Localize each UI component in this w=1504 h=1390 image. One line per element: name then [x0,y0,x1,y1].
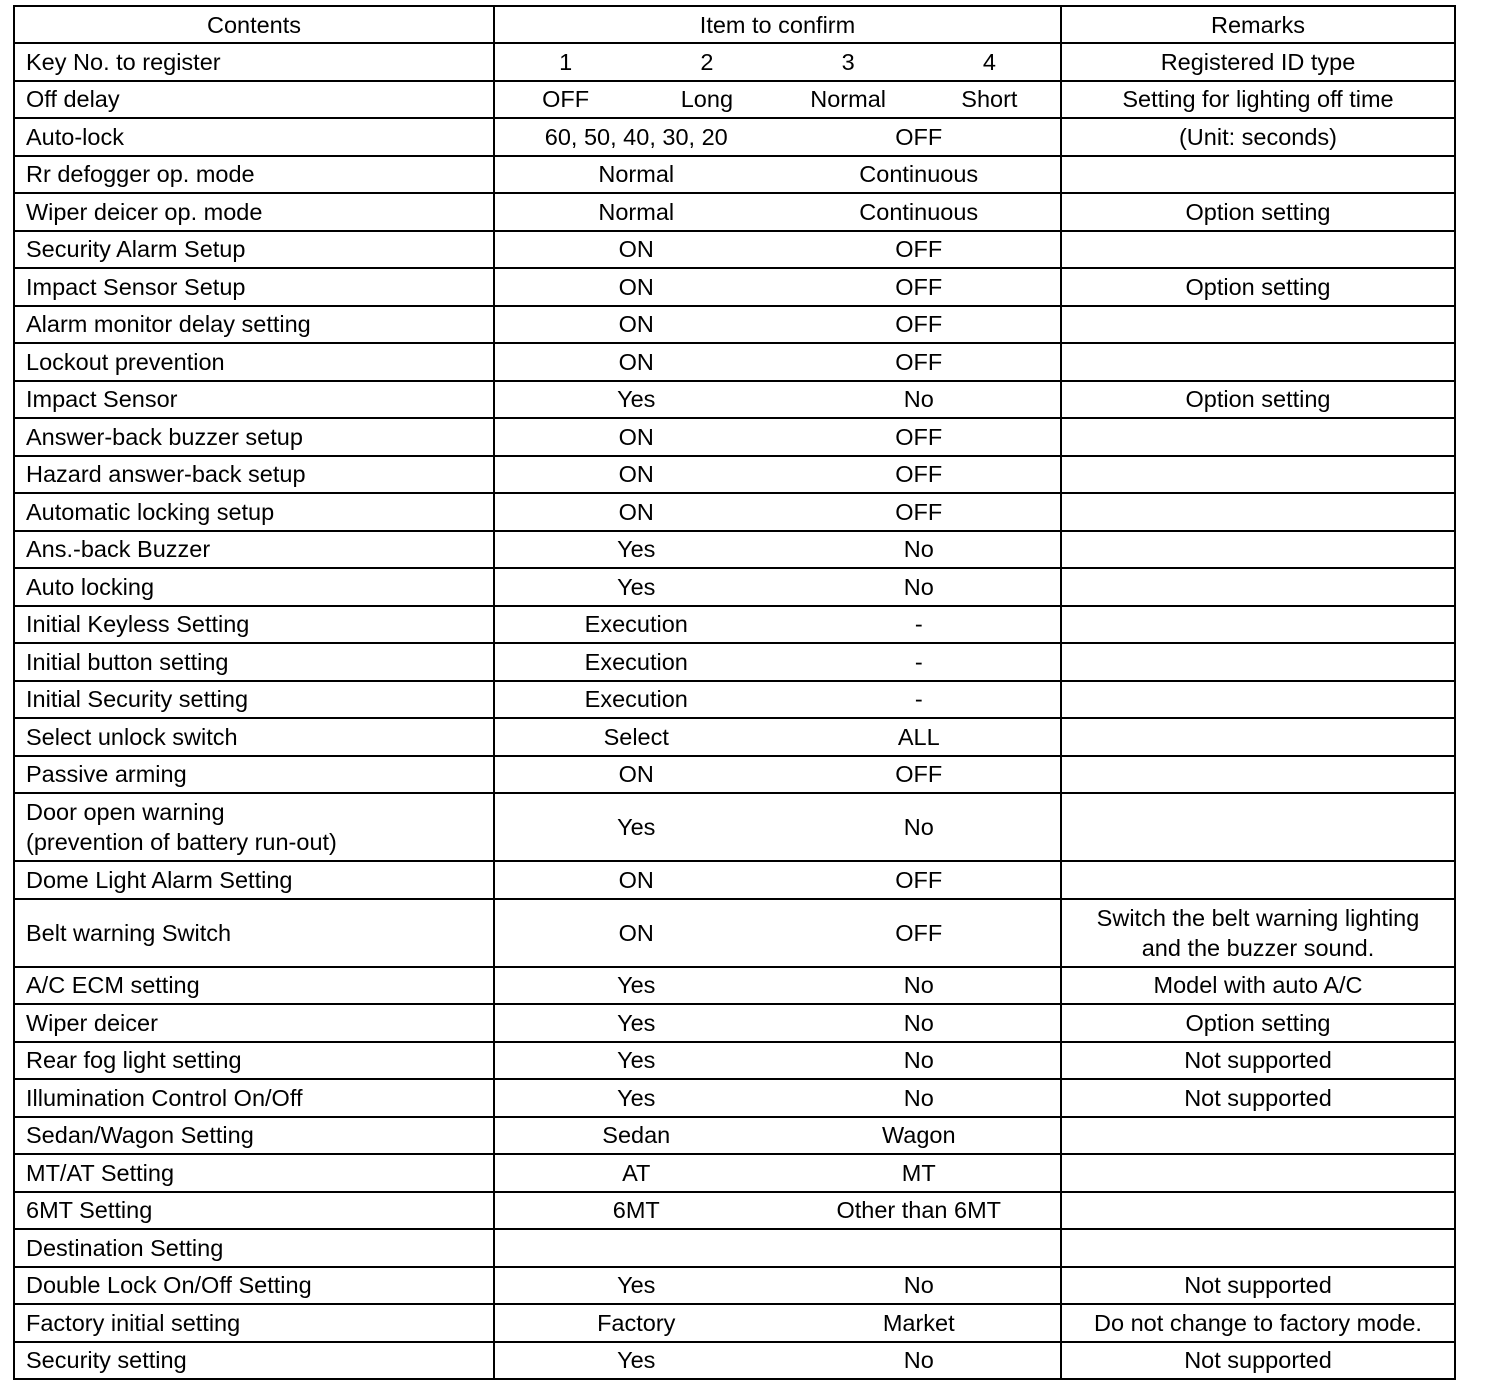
table-row [14,1042,1455,1080]
setting-name-line: Key No. to register [26,48,221,75]
header-item-to-confirm: Item to confirm [494,6,1061,43]
setting-values [494,793,1061,861]
setting-value: Yes [617,1009,656,1036]
setting-remark [1061,81,1455,119]
table-row [14,1192,1455,1230]
setting-remark [1061,118,1455,156]
value-group [495,234,1060,264]
setting-value: Yes [617,536,656,563]
setting-remark [1061,1154,1455,1192]
setting-remark [1061,1117,1455,1155]
settings-table [13,5,1456,1380]
setting-name-line: Belt warning Switch [26,919,232,946]
table-row [14,967,1455,1005]
setting-values [494,156,1061,194]
setting-name [14,568,494,606]
value-group [495,1045,1060,1075]
setting-remark [1061,418,1455,456]
setting-name [14,231,494,269]
setting-value: No [903,1347,934,1374]
setting-value: No [903,573,934,600]
setting-value: ON [618,273,654,300]
value-group [495,534,1060,564]
setting-remark [1061,456,1455,494]
setting-name-line: Auto locking [26,573,155,600]
setting-values [494,418,1061,456]
setting-name-line: Initial button setting [26,648,229,675]
setting-remark [1061,1042,1455,1080]
setting-name-line: Rr defogger op. mode [26,161,255,188]
setting-name-line: Security setting [26,1347,187,1374]
setting-name-line: Lockout prevention [26,348,225,375]
setting-value: ON [618,236,654,263]
value-group [495,1158,1060,1188]
table-row [14,343,1455,381]
setting-value: Wagon [881,1122,956,1149]
table-row [14,718,1455,756]
setting-value: OFF [895,311,943,338]
table-row [14,1117,1455,1155]
setting-name [14,899,494,967]
remark-line: Not supported [1184,1084,1332,1111]
value-group [495,347,1060,377]
setting-name [14,756,494,794]
value-group [495,970,1060,1000]
table-row [14,861,1455,899]
setting-name-line: Select unlock switch [26,723,238,750]
setting-value: 6MT [612,1197,660,1224]
setting-name [14,967,494,1005]
remark-line: Do not change to factory mode. [1094,1309,1422,1336]
table-row [14,381,1455,419]
value-group [495,459,1060,489]
setting-name [14,193,494,231]
setting-name-line: (prevention of battery run-out) [26,829,337,855]
setting-values [494,118,1061,156]
settings-table-body [14,6,1455,1379]
setting-value: Yes [617,1272,656,1299]
setting-name-line: Impact Sensor [26,386,178,413]
setting-name [14,493,494,531]
setting-value: ALL [897,723,940,750]
setting-values [494,1304,1061,1342]
value-group [495,384,1060,414]
setting-value: Yes [617,1047,656,1074]
setting-name-line: Impact Sensor Setup [26,273,246,300]
setting-values [494,967,1061,1005]
setting-value: Continuous [859,198,979,225]
setting-remark [1061,306,1455,344]
setting-value: Yes [617,814,656,840]
setting-name-line: A/C ECM setting [26,972,200,999]
setting-values [494,268,1061,306]
setting-name [14,1079,494,1117]
setting-values [494,343,1061,381]
value-group [495,1308,1060,1338]
setting-value: Normal [598,198,675,225]
setting-name-line: Wiper deicer [26,1009,158,1036]
setting-value: Yes [617,573,656,600]
setting-remark [1061,43,1455,81]
setting-name [14,268,494,306]
remark-line: Registered ID type [1160,48,1356,75]
setting-name [14,43,494,81]
setting-value: OFF [895,866,943,893]
setting-value: MT [901,1159,936,1186]
value-group [495,1120,1060,1150]
setting-value: OFF [895,423,943,450]
table-row [14,793,1455,861]
setting-value: 4 [982,48,996,75]
setting-value: Execution [584,611,688,638]
table-row [14,306,1455,344]
value-group [495,684,1060,714]
setting-value: OFF [895,236,943,263]
setting-name [14,793,494,861]
setting-name [14,681,494,719]
table-row [14,418,1455,456]
table-row [14,1229,1455,1267]
header-remarks: Remarks [1061,6,1455,43]
value-group [495,122,1060,152]
setting-remark [1061,156,1455,194]
setting-remark [1061,793,1455,861]
setting-remark [1061,967,1455,1005]
setting-name-line: Illumination Control On/Off [26,1084,303,1111]
setting-name-line: Auto-lock [26,123,124,150]
setting-value: ON [618,461,654,488]
setting-values [494,1004,1061,1042]
setting-value: - [914,648,923,675]
setting-remark [1061,568,1455,606]
value-group [495,1270,1060,1300]
setting-remark [1061,756,1455,794]
setting-name [14,306,494,344]
remark-line: Not supported [1184,1272,1332,1299]
setting-values [494,643,1061,681]
table-row [14,1154,1455,1192]
setting-name-line: Initial Keyless Setting [26,611,250,638]
setting-name [14,381,494,419]
setting-name-line: Automatic locking setup [26,498,275,525]
setting-remark [1061,493,1455,531]
table-row [14,193,1455,231]
setting-value: Other than 6MT [836,1197,1002,1224]
setting-value: Yes [617,386,656,413]
setting-name [14,81,494,119]
setting-values [494,456,1061,494]
setting-name-line: Off delay [26,86,120,113]
value-group [495,497,1060,527]
table-row [14,899,1455,967]
setting-value: Normal [810,86,886,113]
table-row [14,756,1455,794]
setting-remark [1061,531,1455,569]
table-row [14,681,1455,719]
table-row [14,81,1455,119]
setting-value: Yes [617,1347,656,1374]
setting-value: Market [882,1309,955,1336]
setting-value: 60, 50, 40, 30, 20 [544,123,728,150]
setting-value: AT [622,1159,651,1186]
value-group [495,1008,1060,1038]
setting-value: OFF [542,86,590,113]
setting-name-line: Alarm monitor delay setting [26,311,311,338]
setting-name-line: Factory initial setting [26,1309,241,1336]
setting-name-line: Wiper deicer op. mode [26,198,263,225]
setting-remark [1061,606,1455,644]
setting-name [14,118,494,156]
setting-value: 2 [700,48,714,75]
setting-name [14,1304,494,1342]
setting-values [494,43,1061,81]
setting-values [494,381,1061,419]
setting-name-line: Security Alarm Setup [26,236,246,263]
setting-remark [1061,899,1455,967]
setting-value: Short [961,86,1018,113]
setting-remark [1061,643,1455,681]
setting-value: ON [618,866,654,893]
setting-value: ON [618,761,654,788]
setting-values [494,306,1061,344]
setting-values [494,81,1061,119]
setting-values [494,1079,1061,1117]
setting-value: Long [680,86,734,113]
setting-name [14,1229,494,1267]
setting-value: - [914,686,923,713]
setting-name-line: 6MT Setting [26,1197,153,1224]
setting-values [494,1042,1061,1080]
table-row [14,1267,1455,1305]
setting-name [14,1004,494,1042]
setting-name [14,861,494,899]
setting-remark [1061,1304,1455,1342]
value-group [495,812,1060,842]
setting-remark [1061,681,1455,719]
setting-value: 3 [841,48,855,75]
setting-value: No [903,814,934,840]
table-row [14,156,1455,194]
setting-value: OFF [895,498,943,525]
table-row [14,118,1455,156]
setting-values [494,861,1061,899]
setting-value: OFF [895,919,943,946]
setting-values [494,193,1061,231]
setting-values [494,899,1061,967]
setting-value: No [903,1084,934,1111]
table-row [14,1079,1455,1117]
setting-name-line: Rear fog light setting [26,1047,242,1074]
value-group [495,1083,1060,1113]
setting-value: ON [618,423,654,450]
setting-value: Normal [598,161,675,188]
setting-value: Execution [584,648,688,675]
setting-values [494,756,1061,794]
remark-line: and the buzzer sound. [1141,934,1375,961]
setting-name [14,643,494,681]
setting-name-line: Answer-back buzzer setup [26,423,303,450]
setting-values [494,681,1061,719]
setting-name [14,456,494,494]
setting-values [494,1267,1061,1305]
setting-remark [1061,231,1455,269]
remark-line: Model with auto A/C [1153,972,1363,999]
setting-remark [1061,718,1455,756]
table-row [14,531,1455,569]
setting-values [494,568,1061,606]
setting-remark [1061,861,1455,899]
setting-remark [1061,1004,1455,1042]
value-group [495,197,1060,227]
table-row [14,493,1455,531]
setting-value: OFF [895,761,943,788]
setting-remark [1061,1342,1455,1380]
value-group [495,918,1060,948]
setting-value: ON [618,348,654,375]
table-row [14,1004,1455,1042]
value-group [495,609,1060,639]
table-row [14,1342,1455,1380]
setting-value: Execution [584,686,688,713]
setting-name [14,1267,494,1305]
setting-values [494,493,1061,531]
setting-name [14,1042,494,1080]
value-group [495,647,1060,677]
setting-name [14,156,494,194]
value-group [495,84,1060,114]
value-group [495,272,1060,302]
setting-values [494,1117,1061,1155]
value-group [495,722,1060,752]
setting-name [14,1192,494,1230]
setting-value: - [914,611,923,638]
setting-values [494,1154,1061,1192]
setting-remark [1061,268,1455,306]
value-group [495,572,1060,602]
setting-values [494,231,1061,269]
remark-line: Option setting [1185,1009,1331,1036]
setting-remark [1061,1079,1455,1117]
table-row [14,606,1455,644]
setting-value: Continuous [859,161,979,188]
remark-line: Not supported [1184,1347,1332,1374]
setting-name [14,718,494,756]
setting-value: No [903,1009,934,1036]
setting-name [14,343,494,381]
setting-values [494,531,1061,569]
value-group [495,159,1060,189]
setting-name [14,1154,494,1192]
remark-line: Not supported [1184,1047,1332,1074]
setting-value: No [903,972,934,999]
setting-value: No [903,386,934,413]
setting-remark [1061,381,1455,419]
setting-name [14,1117,494,1155]
setting-values [494,718,1061,756]
setting-name [14,531,494,569]
value-group [495,422,1060,452]
remark-line: Option setting [1185,198,1331,225]
value-group [495,1345,1060,1375]
setting-name-line: Ans.-back Buzzer [26,536,211,563]
setting-value: 1 [559,48,573,75]
remark-line: Setting for lighting off time [1122,86,1394,113]
setting-remark [1061,343,1455,381]
setting-value: ON [618,311,654,338]
setting-value: OFF [895,123,943,150]
setting-value: Select [603,723,669,750]
setting-value: No [903,1047,934,1074]
table-row [14,568,1455,606]
setting-values [494,1192,1061,1230]
table-row [14,231,1455,269]
setting-value: OFF [895,273,943,300]
setting-values [494,606,1061,644]
setting-name [14,606,494,644]
table-row [14,456,1455,494]
setting-name-line: Passive arming [26,761,187,788]
remark-line: (Unit: seconds) [1178,123,1338,150]
header-contents: Contents [14,6,494,43]
table-row [14,268,1455,306]
value-group [495,759,1060,789]
setting-value: Yes [617,972,656,999]
table-row [14,1304,1455,1342]
setting-value: Factory [597,1309,676,1336]
setting-name-line: Initial Security setting [26,686,249,713]
setting-remark [1061,1267,1455,1305]
setting-value: Sedan [602,1122,671,1149]
header-row [14,6,1455,43]
setting-remark [1061,193,1455,231]
value-group [495,47,1060,77]
setting-values [494,1229,1061,1267]
setting-values [494,1342,1061,1380]
setting-remark [1061,1192,1455,1230]
setting-name-line: MT/AT Setting [26,1159,175,1186]
setting-name-line: Sedan/Wagon Setting [26,1122,254,1149]
setting-name-line: Door open warning [26,799,225,825]
setting-value: ON [618,919,654,946]
setting-value: ON [618,498,654,525]
remark-line: Option setting [1185,386,1331,413]
setting-name [14,418,494,456]
table-row [14,43,1455,81]
setting-value: Yes [617,1084,656,1111]
value-group [495,1195,1060,1225]
setting-remark [1061,1229,1455,1267]
remark-line: Option setting [1185,273,1331,300]
setting-name-line: Hazard answer-back setup [26,461,306,488]
setting-name [14,1342,494,1380]
setting-name-line: Dome Light Alarm Setting [26,866,293,893]
setting-value: No [903,1272,934,1299]
setting-value: No [903,536,934,563]
value-group [495,865,1060,895]
value-group [495,309,1060,339]
remark-line: Switch the belt warning lighting [1096,904,1420,931]
table-row [14,643,1455,681]
setting-value: OFF [895,461,943,488]
setting-name-line: Destination Setting [26,1234,224,1261]
setting-value: OFF [895,348,943,375]
setting-name-line: Double Lock On/Off Setting [26,1272,312,1299]
